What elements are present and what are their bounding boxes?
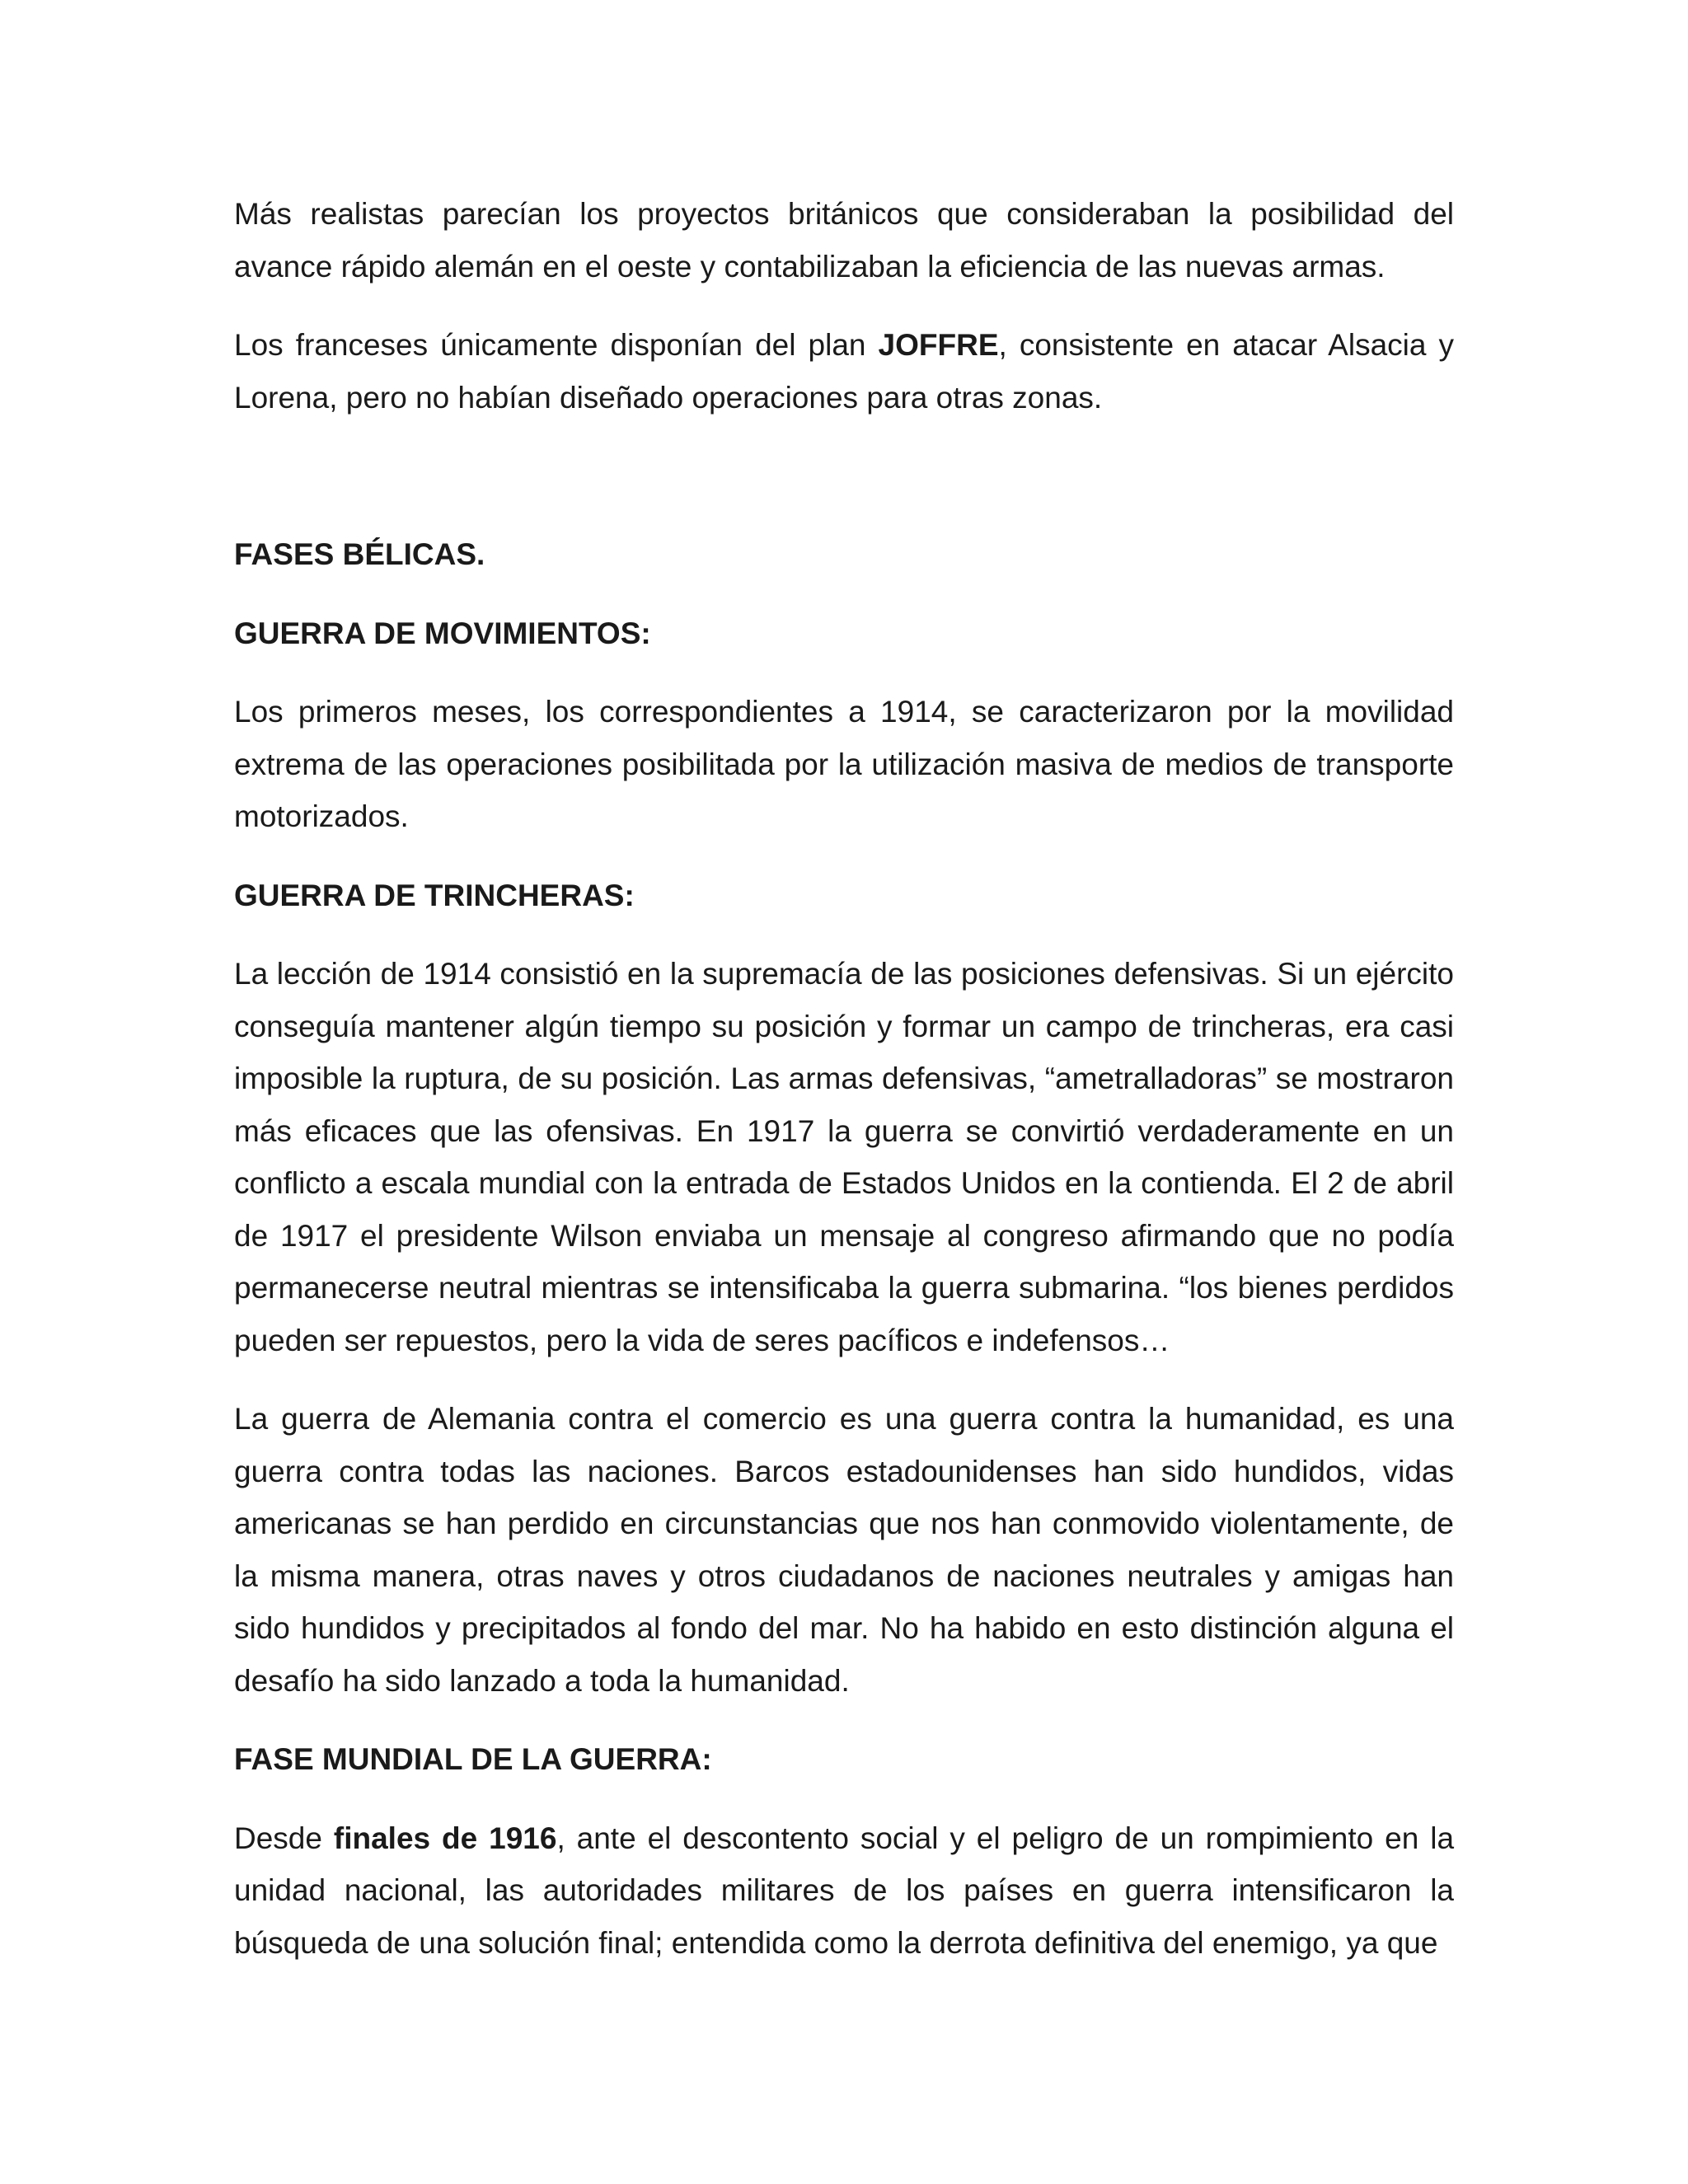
spacer (234, 1707, 1454, 1733)
section-heading-fases-belicas: FASES BÉLICAS. (234, 537, 485, 571)
paragraph-proyectos-britanicos: Más realistas parecían los proyectos británicos que consideraban la posibilidad del avance rápido alemán en el oeste y contabilizaban la eficiencia de las nuevas armas. (234, 197, 1454, 284)
paragraph-text: Los franceses únicamente disponían del plan (234, 328, 879, 362)
spacer (234, 581, 1454, 607)
paragraph-leccion-1914: La lección de 1914 consistió en la supremacía de las posiciones defensivas. Si un ejército conseguía mantener algún tiempo su posición y formar un campo de trincheras, era casi imposible la ruptura, de su posición. Las armas defensivas, “ametralladoras” se mostraron más eficaces que las ofensivas. En 1917 la guerra se convirtió verdaderamente en un conflicto a escala mundial con la entrada de Estados Unidos en la contienda. El 2 de abril de 1917 el presidente Wilson enviaba un mensaje al congreso afirmando que no podía permanecerse neutral mientras se intensificaba la guerra submarina. “los bienes perdidos pueden ser repuestos, pero la vida de seres pacíficos e indefensos… (234, 957, 1454, 1357)
spacer (234, 921, 1454, 948)
paragraph-text: Desde (234, 1821, 334, 1855)
bold-term-finales-1916: finales de 1916 (333, 1821, 557, 1855)
paragraph-guerra-alemania: La guerra de Alemania contra el comercio es una guerra contra la humanidad, es una guerra contra todas las naciones. Barcos estadounidenses han sido hundidos, vidas americanas se han perdido en circunstancias que nos han conmovido violentamente, de la misma manera, otras naves y otros ciudadanos de naciones neutrales y amigas han sido hundidos y precipitados al fondo del mar. No ha habido en esto distinción alguna el desafío ha sido lanzado a toda la humanidad. (234, 1402, 1454, 1698)
spacer (234, 293, 1454, 319)
spacer (234, 1366, 1454, 1393)
paragraph-text: , consistente en atacar Alsacia y Lorena, pero no habían diseñado operaciones para otras zonas. (234, 328, 1455, 415)
spacer (234, 1786, 1454, 1812)
bold-term-joffre: JOFFRE (878, 328, 999, 362)
paragraph-text: , ante el descontento social y el peligro de un rompimiento en la unidad nacional, las autoridades militares de los países en guerra intensificaron la búsqueda de una solución final; entendida como la derrota definitiva del enemigo, ya que (234, 1821, 1455, 1960)
paragraph-plan-joffre (234, 319, 1454, 424)
section-heading-fase-mundial: FASE MUNDIAL DE LA GUERRA: (234, 1742, 712, 1776)
document-page (234, 188, 1454, 1969)
spacer (234, 843, 1454, 869)
section-heading-guerra-trincheras: GUERRA DE TRINCHERAS: (234, 878, 635, 912)
section-heading-guerra-movimientos: GUERRA DE MOVIMIENTOS: (234, 616, 651, 650)
paragraph-finales-1916 (234, 1812, 1454, 1970)
spacer (234, 659, 1454, 686)
paragraph-primeros-meses: Los primeros meses, los correspondientes a 1914, se caracterizaron por la movilidad extrema de las operaciones posibilitada por la utilización masiva de medios de transporte motorizados. (234, 695, 1454, 833)
spacer (234, 424, 1454, 528)
